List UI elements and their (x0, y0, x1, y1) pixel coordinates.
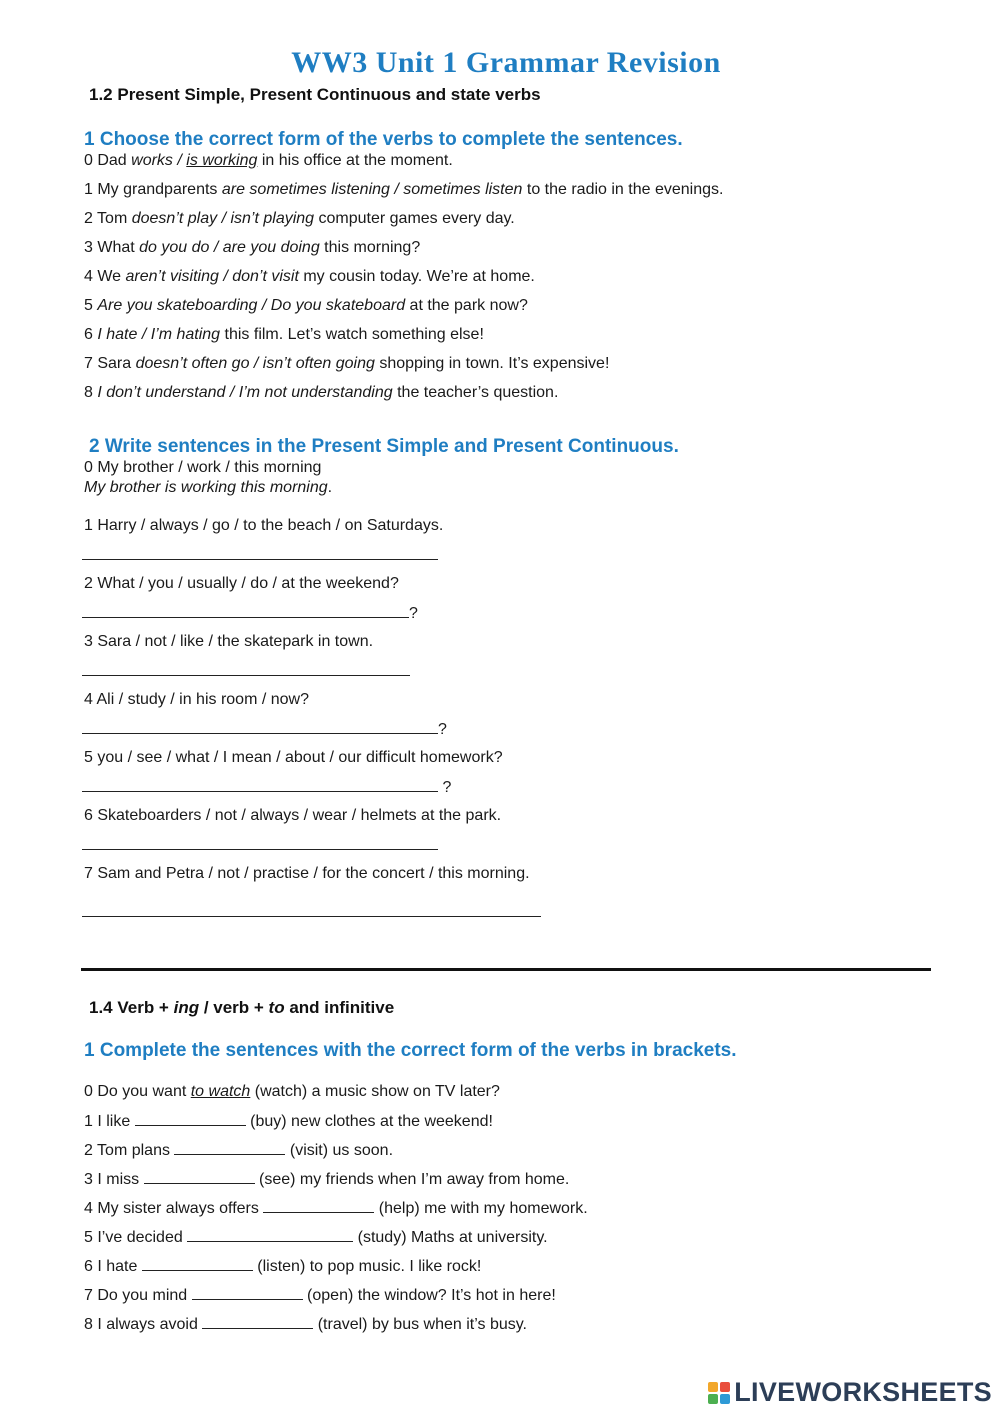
exercise-2-item-7-answer[interactable] (82, 902, 541, 923)
exercise-3-item-6: 6 I hate (listen) to pop music. I like rock! (84, 1258, 482, 1275)
exercise-3-item-8: 8 I always avoid (travel) by bus when it’s busy. (84, 1316, 527, 1333)
exercise-1-item-1: 1 My grandparents are sometimes listening / sometimes listen to the radio in the evenings. (84, 181, 724, 198)
exercise-3-item-4: 4 My sister always offers (help) me with my homework. (84, 1200, 588, 1217)
exercise-3-item-1: 1 I like (buy) new clothes at the weekend! (84, 1113, 493, 1130)
exercise-3-item-5: 5 I’ve decided (study) Maths at university. (84, 1229, 548, 1246)
exercise-2-item-4-answer[interactable]: ? (82, 719, 447, 740)
exercise-3-item-7: 7 Do you mind (open) the window? It’s hot in here! (84, 1287, 556, 1304)
exercise-1-item-6: 6 I hate / I’m hating this film. Let’s watch something else! (84, 326, 484, 343)
answer-blank[interactable] (202, 1314, 313, 1329)
exercise-3-item-2: 2 Tom plans (visit) us soon. (84, 1142, 394, 1159)
exercise-2-item-5-answer[interactable]: ? (82, 777, 451, 798)
exercise-2-example-prompt: 0 My brother / work / this morning (84, 459, 322, 476)
choice-options[interactable]: I hate / I’m hating (97, 326, 221, 343)
choice-options[interactable]: I don’t understand / I’m not understanding (97, 384, 393, 401)
exercise-2-item-7-prompt: 7 Sam and Petra / not / practise / for the concert / this morning. (84, 865, 530, 882)
choice-selected[interactable]: is working (186, 152, 258, 169)
exercise-1-instruction: 1 Choose the correct form of the verbs to complete the sentences. (84, 129, 683, 150)
exercise-2-item-3-answer[interactable] (82, 661, 410, 682)
page-title: WW3 Unit 1 Grammar Revision (291, 46, 721, 79)
exercise-2-item-2-answer[interactable]: ? (82, 603, 418, 624)
exercise-3-instruction: 1 Complete the sentences with the correct form of the verbs in brackets. (84, 1040, 737, 1061)
answer-blank[interactable] (263, 1198, 374, 1213)
exercise-2-item-6-answer[interactable] (82, 835, 438, 856)
answer-blank[interactable] (135, 1111, 246, 1126)
exercise-1-item-4: 4 We aren’t visiting / don’t visit my cousin today. We’re at home. (84, 268, 535, 285)
answer-blank[interactable] (174, 1140, 285, 1155)
choice-options[interactable]: are sometimes listening / sometimes listen (221, 181, 523, 198)
exercise-2-example-answer: My brother is working this morning. (84, 479, 333, 496)
logo-grid-icon (708, 1382, 730, 1404)
exercise-2-item-1-prompt: 1 Harry / always / go / to the beach / on Saturdays. (84, 517, 444, 534)
liveworksheets-logo[interactable] (708, 1377, 992, 1408)
exercise-2-item-2-prompt: 2 What / you / usually / do / at the weekend? (84, 575, 399, 592)
choice-options[interactable]: doesn’t often go / isn’t often going (135, 355, 375, 372)
exercise-1-item-0: 0 Dad works / is working in his office at the moment. (84, 152, 453, 169)
section-heading-verb-ing: 1.4 Verb + ing / verb + to and infinitive (89, 998, 395, 1017)
section-heading-present: 1.2 Present Simple, Present Continuous and state verbs (89, 85, 541, 104)
exercise-1-item-3: 3 What do you do / are you doing this morning? (84, 239, 421, 256)
answer-blank[interactable] (142, 1256, 253, 1271)
answer-blank[interactable] (187, 1227, 353, 1242)
exercise-3-item-0: 0 Do you want to watch (watch) a music show on TV later? (84, 1083, 500, 1100)
choice-options[interactable]: do you do / are you doing (139, 239, 320, 256)
exercise-2-item-5-prompt: 5 you / see / what / I mean / about / our difficult homework? (84, 749, 503, 766)
exercise-1-item-2: 2 Tom doesn’t play / isn’t playing computer games every day. (84, 210, 515, 227)
section-divider (81, 968, 931, 971)
choice-options[interactable]: Are you skateboarding / Do you skateboard (97, 297, 406, 314)
exercise-1-item-8: 8 I don’t understand / I’m not understanding the teacher’s question. (84, 384, 559, 401)
exercise-2-instruction: 2 Write sentences in the Present Simple and Present Continuous. (89, 436, 679, 457)
choice-options[interactable]: doesn’t play / isn’t playing (131, 210, 315, 227)
exercise-2-item-4-prompt: 4 Ali / study / in his room / now? (84, 691, 309, 708)
exercise-1-item-7: 7 Sara doesn’t often go / isn’t often going shopping in town. It’s expensive! (84, 355, 610, 372)
answer-blank[interactable] (192, 1285, 303, 1300)
logo-text: LIVEWORKSHEETS (734, 1377, 992, 1407)
exercise-2-item-3-prompt: 3 Sara / not / like / the skatepark in town. (84, 633, 374, 650)
example-answer: to watch (190, 1083, 251, 1100)
exercise-1-item-5: 5 Are you skateboarding / Do you skateboard at the park now? (84, 297, 528, 314)
exercise-2-item-6-prompt: 6 Skateboarders / not / always / wear / helmets at the park. (84, 807, 502, 824)
exercise-3-item-3: 3 I miss (see) my friends when I’m away from home. (84, 1171, 570, 1188)
answer-blank[interactable] (144, 1169, 255, 1184)
exercise-2-item-1-answer[interactable] (82, 545, 438, 566)
choice-options[interactable]: aren’t visiting / don’t visit (125, 268, 299, 285)
